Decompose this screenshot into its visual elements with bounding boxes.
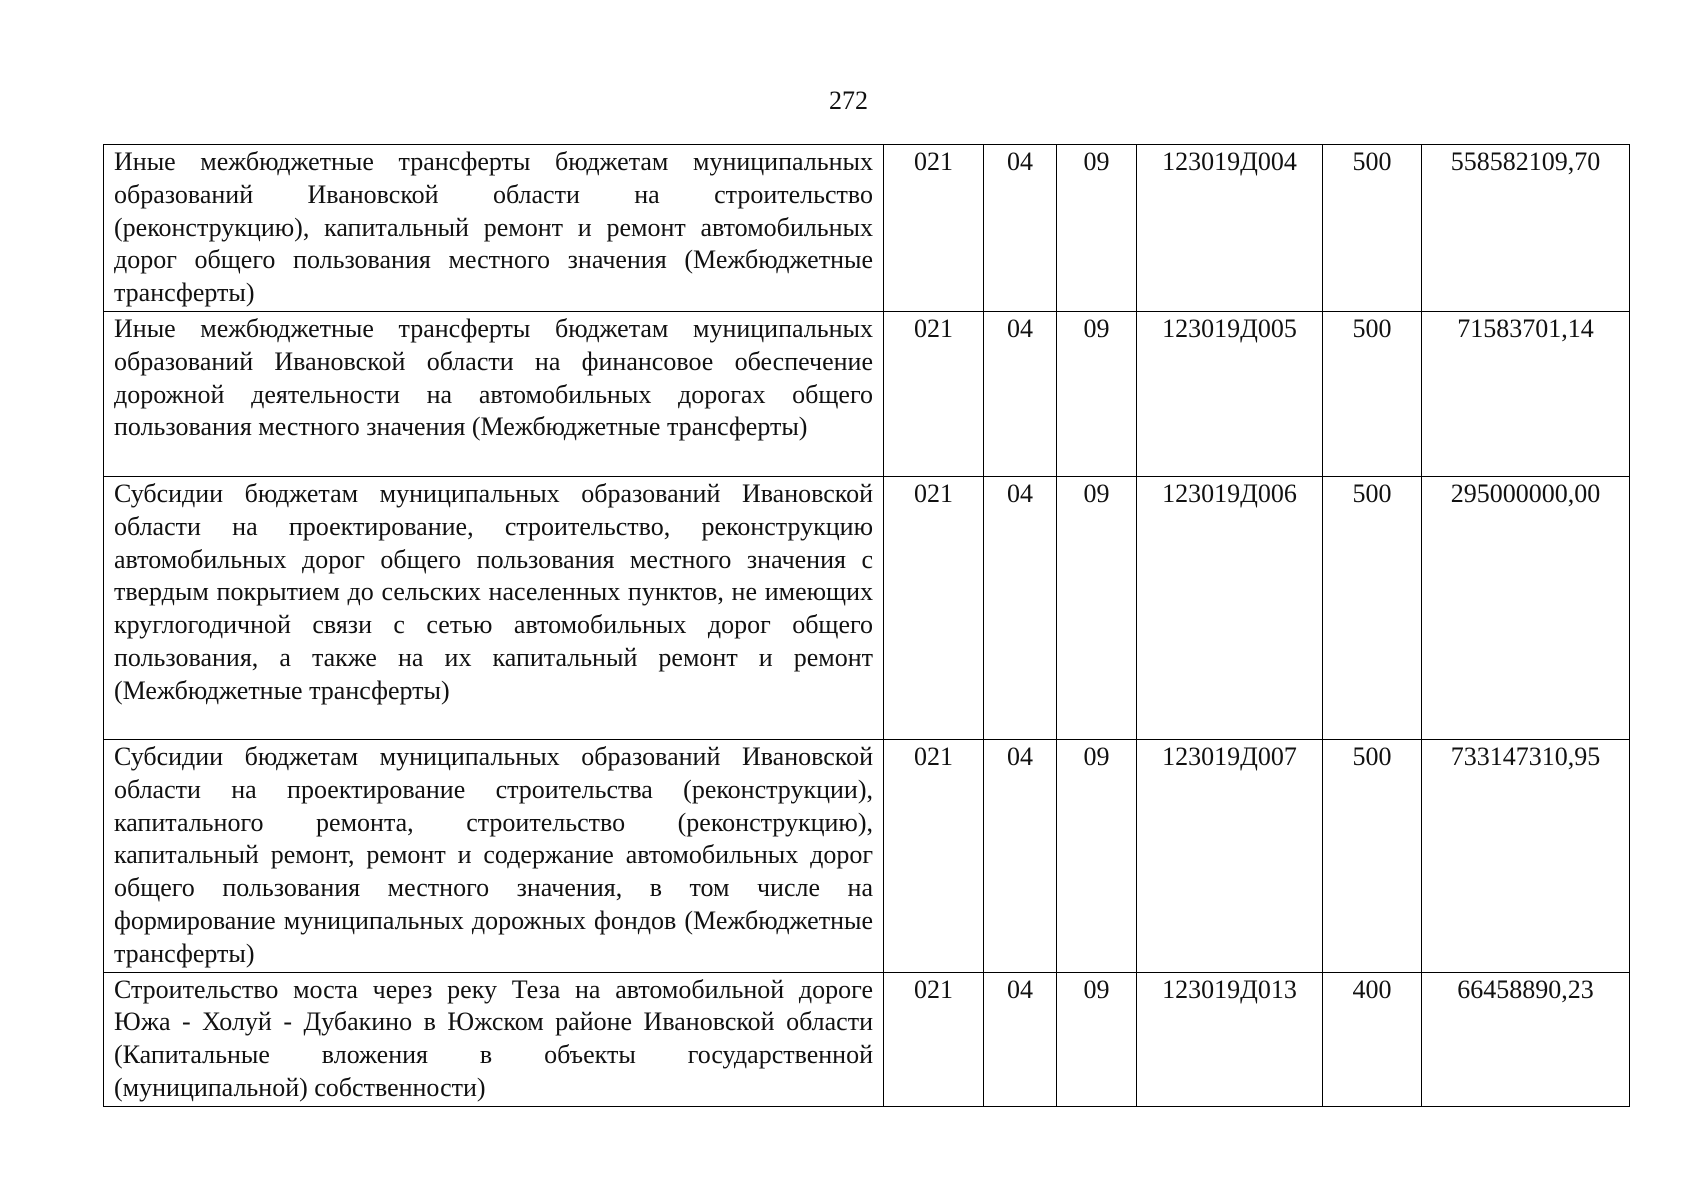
- budget-table: [103, 144, 1630, 1107]
- amount-value: 733147310,95: [1422, 739, 1630, 972]
- subsection-code: 09: [1057, 739, 1137, 972]
- row-description: Иные межбюджетные трансферты бюджетам муниципальных образований Ивановской области на строительство (реконструкцию), капитальный ремонт и ремонт автомобильных дорог общего пользования местного значения (Межбюджетные трансферты): [104, 145, 884, 312]
- ministry-code: 021: [884, 145, 984, 312]
- target-article-code: 123019Д005: [1137, 311, 1323, 476]
- expense-type-code: 500: [1323, 145, 1422, 312]
- section-code: 04: [984, 476, 1057, 739]
- table-row: [104, 311, 1630, 476]
- expense-type-code: 500: [1323, 739, 1422, 972]
- amount-value: 71583701,14: [1422, 311, 1630, 476]
- ministry-code: 021: [884, 739, 984, 972]
- ministry-code: 021: [884, 476, 984, 739]
- subsection-code: 09: [1057, 476, 1137, 739]
- table-row: [104, 476, 1630, 739]
- row-description: Субсидии бюджетам муниципальных образований Ивановской области на проектирование строительства (реконструкции), капитального ремонта, строительство (реконструкцию), капитальный ремонт, ремонт и содержание автомобильных дорог общего пользования местного значения, в том числе на формирование муниципальных дорожных фондов (Межбюджетные трансферты): [104, 739, 884, 972]
- section-code: 04: [984, 739, 1057, 972]
- amount-value: 295000000,00: [1422, 476, 1630, 739]
- amount-value: 66458890,23: [1422, 972, 1630, 1106]
- amount-value: 558582109,70: [1422, 145, 1630, 312]
- expense-type-code: 500: [1323, 311, 1422, 476]
- section-code: 04: [984, 145, 1057, 312]
- table-row: [104, 145, 1630, 312]
- table-row: [104, 739, 1630, 972]
- row-description: Строительство моста через реку Теза на автомобильной дороге Южа - Холуй - Дубакино в Южском районе Ивановской области (Капитальные вложения в объекты государственной (муниципальной) собственности): [104, 972, 884, 1106]
- subsection-code: 09: [1057, 311, 1137, 476]
- table-row: [104, 972, 1630, 1106]
- subsection-code: 09: [1057, 972, 1137, 1106]
- expense-type-code: 500: [1323, 476, 1422, 739]
- ministry-code: 021: [884, 972, 984, 1106]
- section-code: 04: [984, 972, 1057, 1106]
- expense-type-code: 400: [1323, 972, 1422, 1106]
- row-description: Иные межбюджетные трансферты бюджетам муниципальных образований Ивановской области на финансовое обеспечение дорожной деятельности на автомобильных дорогах общего пользования местного значения (Межбюджетные трансферты): [104, 311, 884, 476]
- target-article-code: 123019Д004: [1137, 145, 1323, 312]
- section-code: 04: [984, 311, 1057, 476]
- subsection-code: 09: [1057, 145, 1137, 312]
- page-number: 272: [829, 86, 868, 115]
- target-article-code: 123019Д007: [1137, 739, 1323, 972]
- target-article-code: 123019Д006: [1137, 476, 1323, 739]
- target-article-code: 123019Д013: [1137, 972, 1323, 1106]
- row-description: Субсидии бюджетам муниципальных образований Ивановской области на проектирование, строительство, реконструкцию автомобильных дорог общего пользования местного значения с твердым покрытием до сельских населенных пунктов, не имеющих круглогодичной связи с сетью автомобильных дорог общего пользования, а также на их капитальный ремонт и ремонт (Межбюджетные трансферты): [104, 476, 884, 739]
- ministry-code: 021: [884, 311, 984, 476]
